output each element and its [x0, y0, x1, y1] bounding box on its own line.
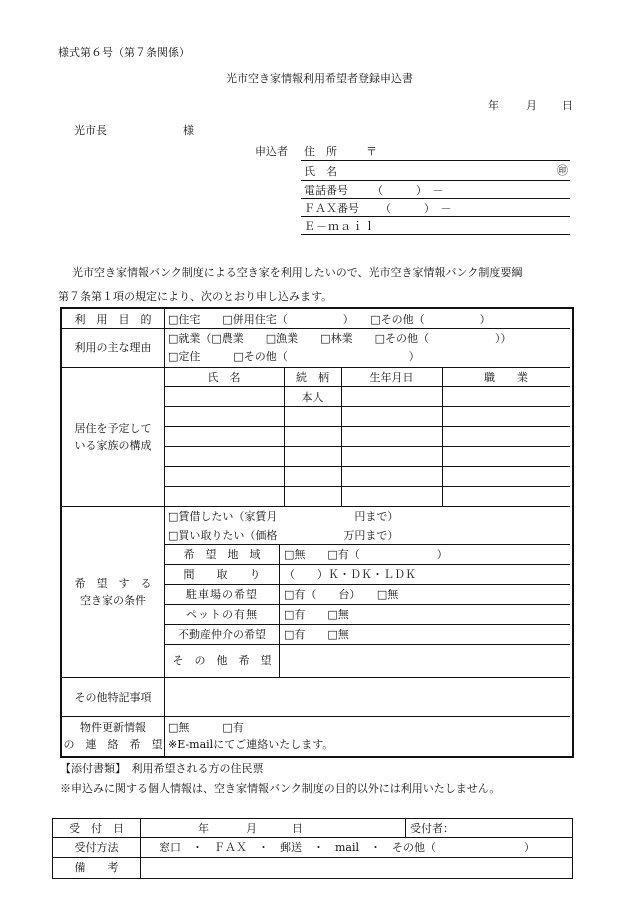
name-field[interactable]: [301, 180, 570, 181]
family-col-occupation: 職 業: [484, 371, 528, 384]
remarks-label: 備 考: [74, 861, 119, 874]
family-col-birthdate: 生年月日: [369, 371, 414, 384]
family-row-line: [164, 466, 570, 467]
method-label: 受付方法: [74, 841, 119, 854]
date-month-label: 月: [526, 99, 537, 112]
buy-option[interactable]: □買い取りたい（価格 万円まで）: [168, 529, 399, 542]
parking-value[interactable]: □有（ 台） □無: [284, 588, 399, 601]
agent-label: 不動産仲介の希望: [178, 628, 266, 641]
other-wish-label: そ の 他 希 望: [172, 654, 272, 667]
purpose-options[interactable]: □住宅 □併用住宅（ ） □その他（ ）: [168, 313, 491, 326]
row-divider: [164, 564, 570, 565]
date-day-label: 日: [562, 99, 573, 112]
row-divider: [164, 604, 570, 605]
family-row-line: [164, 386, 570, 387]
area-value[interactable]: □無 □有（ ）: [284, 548, 448, 561]
family-row-line: [164, 426, 570, 427]
row-divider: [164, 624, 570, 625]
agent-value[interactable]: □有 □無: [284, 628, 349, 641]
family-label-line-1: 居住を予定して: [74, 422, 152, 435]
family-label-line-2: いる家族の構成: [74, 439, 152, 453]
row-divider: [62, 506, 570, 507]
row-divider: [62, 367, 570, 368]
update-options[interactable]: □無 □有: [168, 721, 244, 734]
seal-mark: ㊞: [557, 164, 568, 177]
pet-value[interactable]: □有 □無: [284, 608, 349, 621]
honorific: 様: [183, 124, 194, 137]
update-note: ※E-mailにてご連絡いたします。: [168, 738, 334, 751]
form-number: 様式第６号（第７条関係）: [58, 46, 190, 59]
reason-label: 利用の主な理由: [74, 341, 152, 354]
receiver-label: 受付者：: [410, 822, 454, 835]
pet-label: ペットの有無: [186, 608, 258, 621]
row-divider: [164, 544, 570, 545]
layout-value[interactable]: （ ）Ｋ・ＤＫ・ＬＤＫ: [284, 568, 416, 581]
fax-label: ＦＡＸ番号: [304, 202, 359, 215]
name-label: 氏 名: [304, 165, 337, 178]
address-field[interactable]: [301, 160, 570, 161]
update-label-line-1: 物件更新情報: [80, 721, 146, 734]
row-divider: [62, 716, 570, 717]
fax-field[interactable]: [301, 216, 570, 217]
fax-format: （ ） －: [380, 202, 452, 215]
office-col-divider: [140, 818, 141, 878]
family-row-line: [164, 406, 570, 407]
intro-line-1: 光市空き家情報バンク制度による空き家を利用したいので、光市空き家情報バンク制度要綱: [72, 266, 523, 279]
family-row-line: [164, 446, 570, 447]
date-year-label: 年: [488, 99, 499, 112]
update-label: [62, 720, 164, 753]
layout-label: 間 取 り: [183, 568, 261, 581]
row-divider: [62, 677, 570, 678]
applicant-label: 申込者: [255, 145, 288, 158]
area-label: 希 望 地 域: [183, 548, 261, 561]
received-date-label: 受 付 日: [69, 822, 124, 835]
purpose-label: 利 用 目 的: [74, 313, 152, 326]
want-label-line-2: 空き家の条件: [80, 594, 146, 608]
phone-label: 電話番号: [304, 184, 348, 197]
want-label-line-1: 希 望 す る: [74, 577, 152, 590]
form-title: 光市空き家情報利用希望者登録申込書: [226, 72, 413, 85]
row-divider: [164, 644, 570, 645]
row-divider: [62, 328, 570, 329]
addressee: 光市長: [74, 124, 107, 137]
privacy-note: ※申込みに関する個人情報は、空き家情報バンク制度の目的以外には利用いたしません。: [60, 782, 501, 795]
received-date-year: 年: [198, 822, 209, 835]
address-label: 住 所: [304, 145, 337, 158]
family-col-relation: 続 柄: [296, 371, 329, 384]
reason-options-2[interactable]: □定住 □その他（ ）: [168, 350, 420, 363]
office-row-divider: [52, 837, 572, 838]
family-col-name: 氏 名: [207, 371, 241, 384]
received-date-day: 日: [292, 822, 303, 835]
email-field[interactable]: [301, 234, 570, 235]
family-label: [62, 420, 164, 454]
reason-options-1[interactable]: □就業（□農業 □漁業 □林業 □その他（ ））: [168, 332, 512, 345]
parking-label: 駐車場の希望: [186, 588, 258, 601]
postal-mark: 〒: [366, 145, 377, 158]
attachment-note: 【添付書類】 利用希望される方の住民票: [60, 762, 264, 775]
phone-format: （ ） －: [372, 184, 444, 197]
row-divider: [164, 584, 570, 585]
method-value[interactable]: 窓口 ・ ＦＡＸ ・ 郵送 ・ mail ・ その他（ ）: [159, 841, 536, 854]
office-row-divider: [52, 857, 572, 858]
rent-option[interactable]: □賃借したい（家賃月 円まで）: [168, 510, 399, 523]
update-label-line-2: の 連 絡 希 望: [63, 737, 163, 751]
family-self: 本人: [301, 391, 324, 404]
intro-line-2: 第７条第１項の規定により、次のとおり申し込みます。: [58, 290, 333, 303]
received-date-month: 月: [246, 822, 257, 835]
phone-field[interactable]: [301, 198, 570, 199]
want-label: [62, 575, 164, 609]
email-label: Ｅ－ｍａｉｌ: [304, 220, 376, 233]
office-col-divider: [405, 818, 406, 837]
special-label: その他特記事項: [74, 691, 152, 704]
family-row-line: [164, 486, 570, 487]
